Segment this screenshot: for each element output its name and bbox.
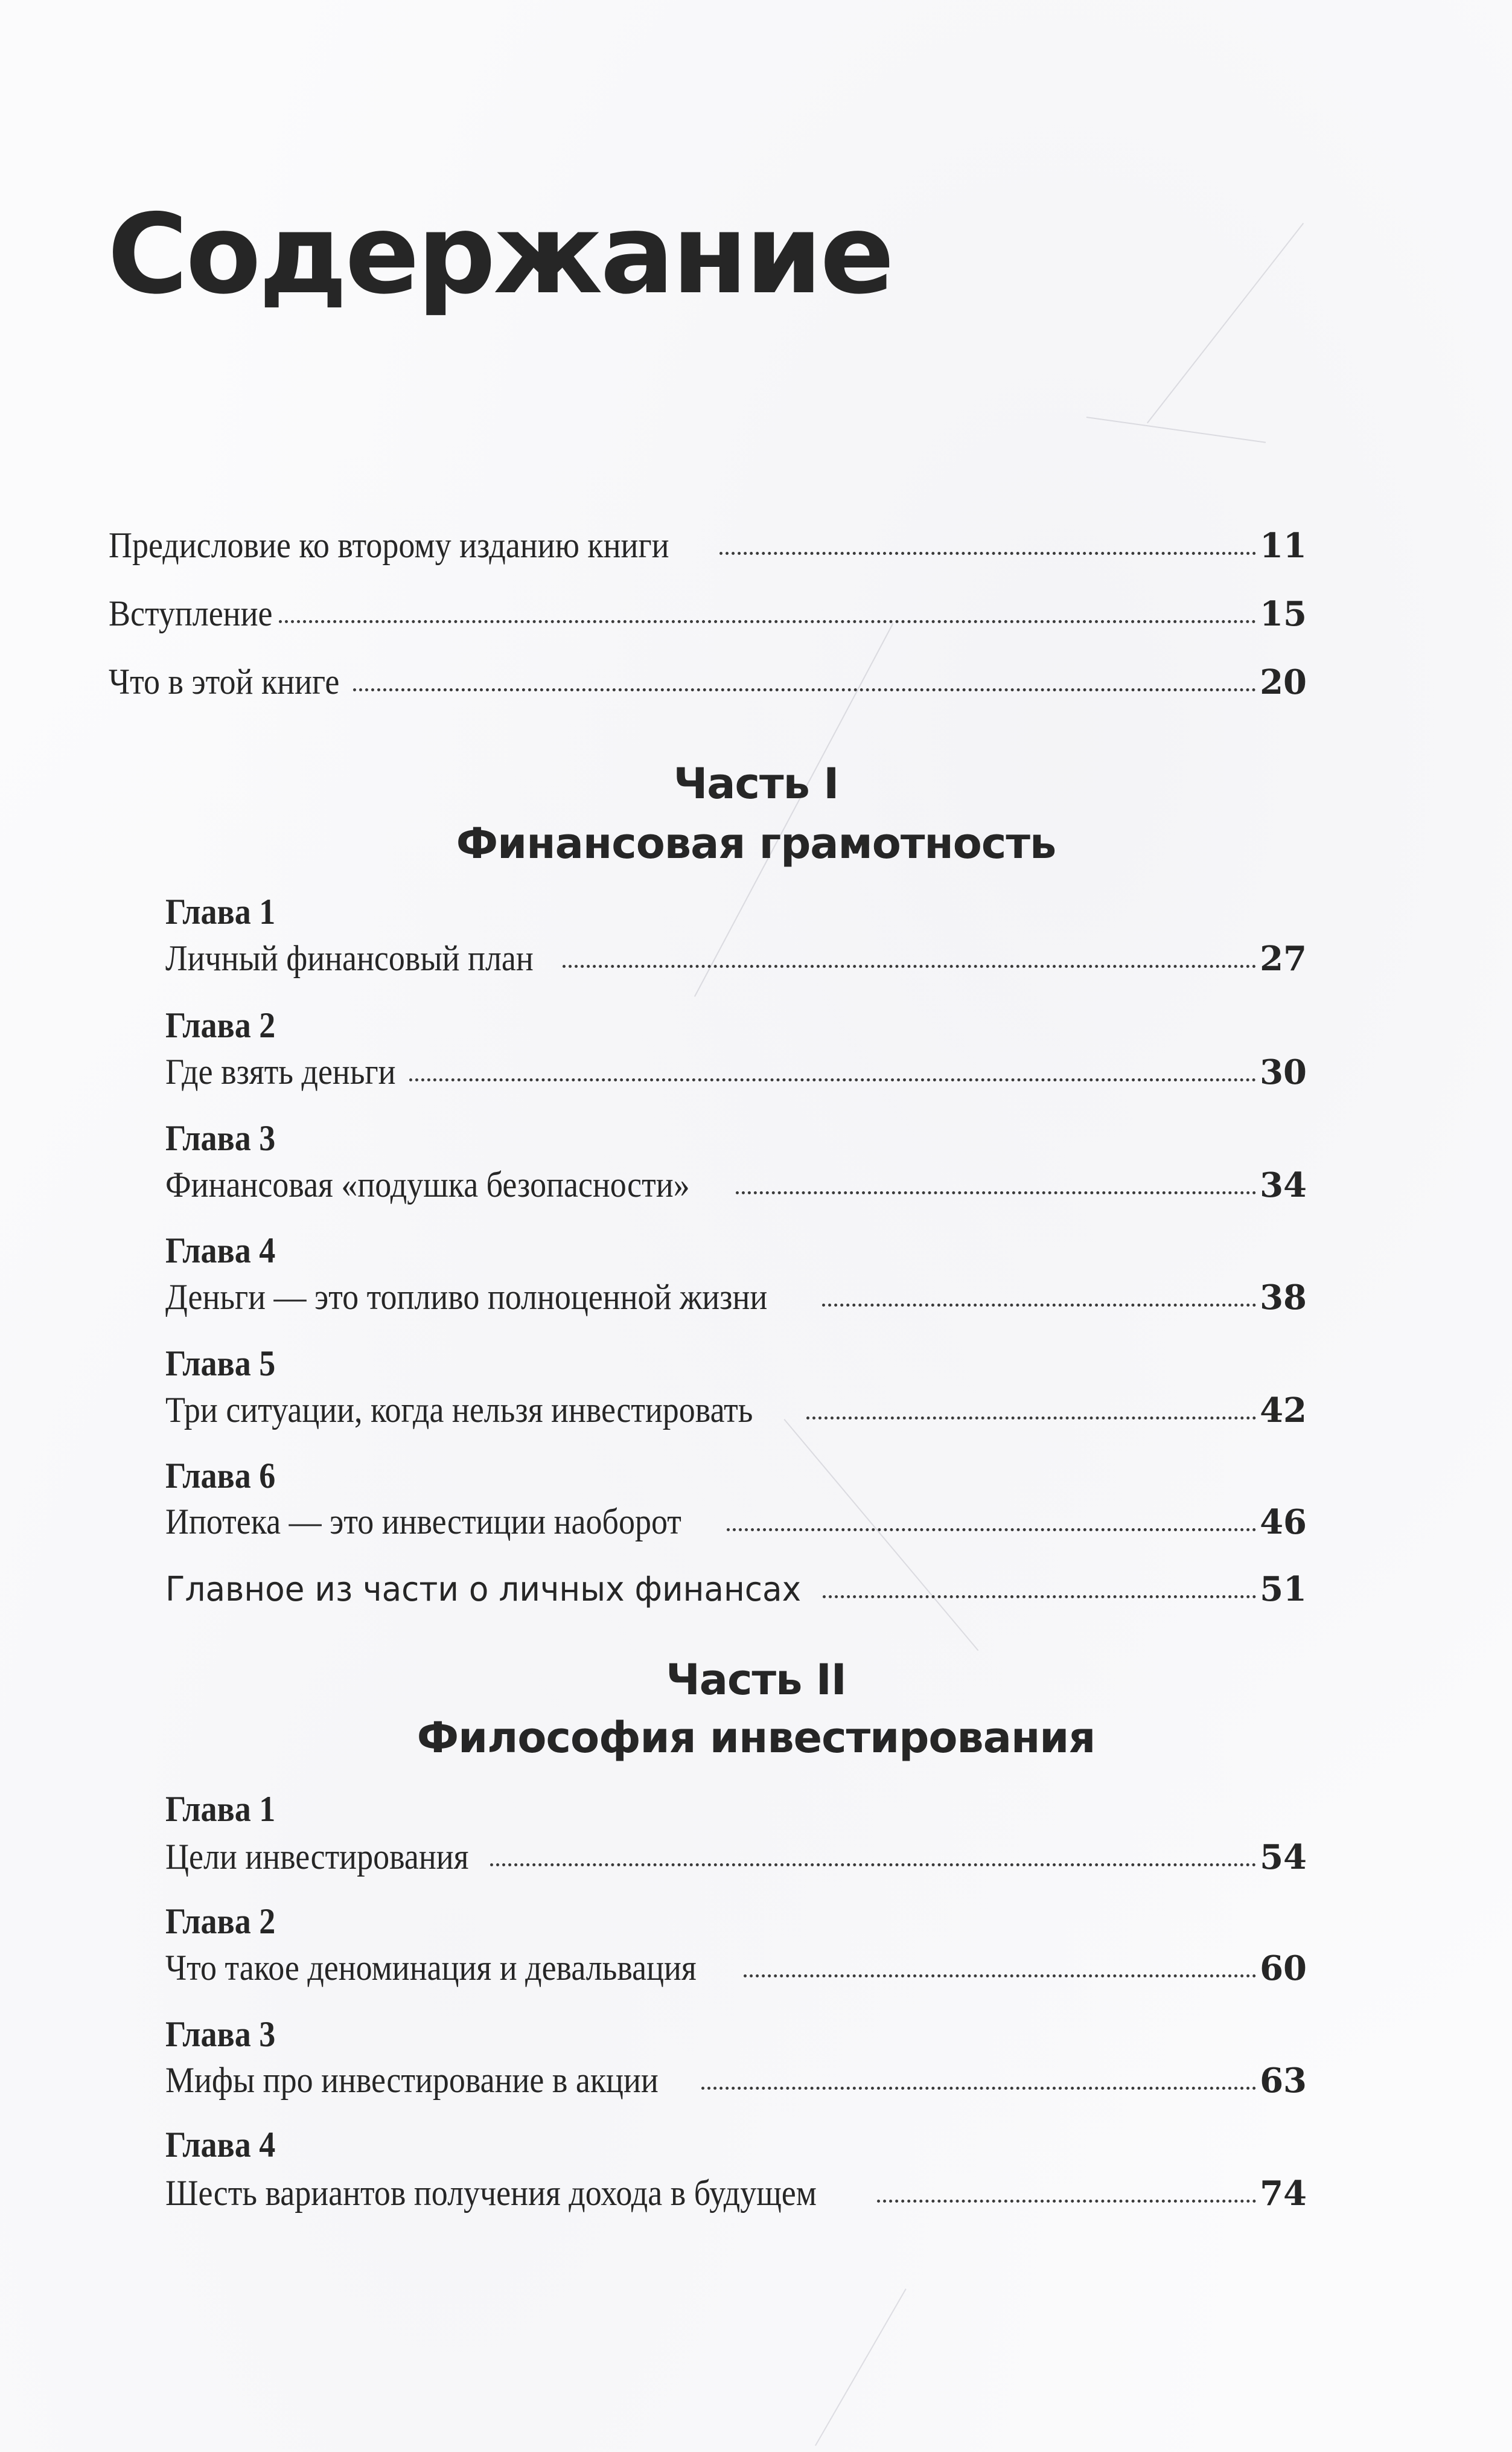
dot-leader <box>353 688 1256 691</box>
toc-entry-preface[interactable] <box>109 525 1307 566</box>
toc-entry-chapter[interactable] <box>165 1054 1307 1090</box>
part-title: Философия инвестирования <box>416 1713 1096 1762</box>
toc-entry-label: Деньги — это топливо полноценной жизни <box>165 1277 768 1317</box>
chapter-heading: Глава 2 <box>165 1901 276 1941</box>
part-label: Часть I <box>673 759 839 808</box>
chapter-heading: Глава 4 <box>165 2125 276 2165</box>
toc-entry-label: Главное из части о личных финансах <box>165 1570 802 1609</box>
chapter-heading: Глава 6 <box>165 1456 276 1496</box>
toc-entry-label: Предисловие ко второму изданию книги <box>109 525 669 565</box>
toc-entry-label: Вступление <box>109 594 273 633</box>
toc-page-number: 11 <box>1260 526 1307 566</box>
chapter-heading: Глава 1 <box>165 1789 276 1829</box>
dot-leader <box>490 1863 1256 1866</box>
dot-leader <box>823 1595 1257 1598</box>
toc-page-number: 27 <box>1260 939 1307 979</box>
page-title: Содержание <box>107 190 892 318</box>
dot-leader <box>736 1191 1256 1194</box>
dot-leader <box>822 1304 1256 1307</box>
toc-entry-label: Цели инвестирования <box>165 1837 469 1877</box>
toc-entry-chapter[interactable] <box>165 1167 1307 1203</box>
toc-entry-label: Личный финансовый план <box>165 938 534 978</box>
toc-entry-label: Финансовая «подушка безопасности» <box>165 1165 690 1205</box>
toc-entry-part-summary[interactable] <box>165 1569 1307 1609</box>
toc-entry-chapter[interactable] <box>165 1392 1307 1428</box>
scan-scratch <box>815 2288 907 2446</box>
dot-leader <box>806 1416 1257 1420</box>
part-label: Часть II <box>666 1655 846 1705</box>
chapter-heading: Глава 4 <box>165 1231 276 1270</box>
dot-leader <box>744 1974 1257 1977</box>
toc-entry-chapter[interactable] <box>165 1839 1307 1875</box>
toc-page-number: 54 <box>1260 1837 1307 1877</box>
toc-entry-chapter[interactable] <box>165 938 1307 979</box>
chapter-heading: Глава 3 <box>165 1118 276 1158</box>
toc-entry-label: Что такое деноминация и девальвация <box>165 1948 697 1988</box>
toc-page-number: 15 <box>1260 594 1307 634</box>
toc-page-number: 63 <box>1260 2061 1307 2101</box>
toc-entry-introduction[interactable] <box>109 595 1307 632</box>
toc-entry-label: Шесть вариантов получения дохода в будущем <box>165 2173 817 2213</box>
toc-entry-whats-inside[interactable] <box>109 664 1307 700</box>
toc-entry-label: Где взять деньги <box>165 1052 396 1092</box>
toc-entry-chapter[interactable] <box>165 2173 1307 2214</box>
dot-leader <box>701 2087 1257 2090</box>
toc-page-number: 42 <box>1260 1391 1307 1430</box>
toc-entry-chapter[interactable] <box>165 1950 1307 1986</box>
dot-leader <box>563 965 1257 968</box>
toc-page-number: 74 <box>1260 2174 1307 2214</box>
part-title: Финансовая грамотность <box>456 819 1056 868</box>
chapter-heading: Глава 3 <box>165 2014 276 2054</box>
toc-page-number: 30 <box>1260 1052 1307 1092</box>
toc-page-number: 38 <box>1260 1278 1307 1317</box>
toc-entry-label: Три ситуации, когда нельзя инвестировать <box>165 1390 753 1430</box>
toc-page-number: 20 <box>1260 662 1307 702</box>
dot-leader <box>279 620 1256 623</box>
toc-entry-label: Что в этой книге <box>109 662 340 702</box>
dot-leader <box>727 1528 1256 1531</box>
toc-page-number: 34 <box>1260 1165 1307 1205</box>
toc-page-number: 60 <box>1260 1948 1307 1988</box>
dot-leader <box>719 552 1256 555</box>
dot-leader <box>409 1078 1256 1081</box>
chapter-heading: Глава 1 <box>165 892 276 932</box>
toc-entry-chapter[interactable] <box>165 1503 1307 1540</box>
toc-page-number: 51 <box>1260 1569 1307 1609</box>
chapter-heading: Глава 2 <box>165 1005 276 1045</box>
dot-leader <box>877 2200 1256 2203</box>
scan-scratch <box>1147 223 1304 423</box>
scan-scratch <box>1086 417 1266 443</box>
chapter-heading: Глава 5 <box>165 1343 276 1383</box>
toc-entry-chapter[interactable] <box>165 1279 1307 1315</box>
toc-entry-label: Ипотека — это инвестиции наоборот <box>165 1502 681 1541</box>
toc-page-number: 46 <box>1260 1502 1307 1542</box>
toc-entry-label: Мифы про инвестирование в акции <box>165 2060 659 2100</box>
toc-entry-chapter[interactable] <box>165 2060 1307 2101</box>
